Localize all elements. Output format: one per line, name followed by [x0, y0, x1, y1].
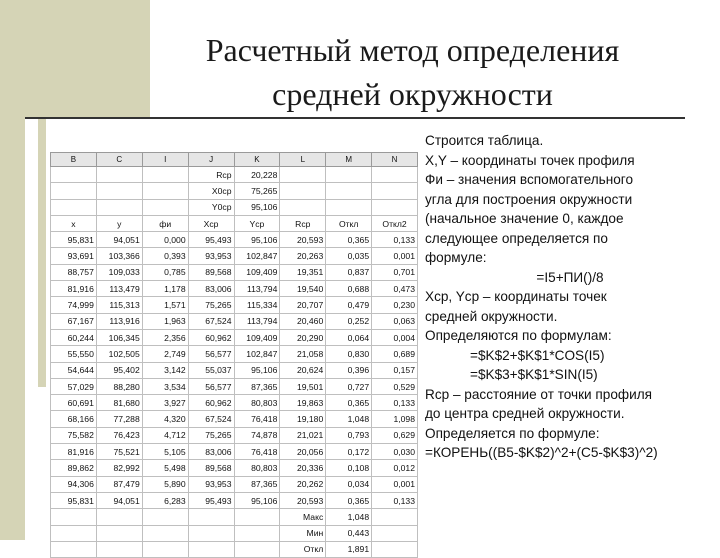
table-cell: K: [234, 153, 280, 167]
table-row: [51, 313, 418, 329]
table-cell: Rcp: [280, 215, 326, 231]
table-cell: 109,409: [234, 329, 280, 345]
table-cell: 0,830: [326, 346, 372, 362]
table-cell: 20,228: [234, 167, 280, 183]
spreadsheet: [50, 152, 418, 555]
table-cell: 81,916: [51, 444, 97, 460]
text-line: X,Y – координаты точек профиля: [425, 152, 635, 168]
table-cell: 88,757: [51, 264, 97, 280]
table-cell: 0,001: [372, 476, 418, 492]
table-row: [51, 248, 418, 264]
table-cell: [51, 167, 97, 183]
table-row: [51, 492, 418, 508]
table-cell: 20,624: [280, 362, 326, 378]
table-cell: 1,963: [142, 313, 188, 329]
table-cell: 0,133: [372, 232, 418, 248]
table-cell: 102,847: [234, 346, 280, 362]
table-row: [51, 378, 418, 394]
table-cell: 93,953: [188, 476, 234, 492]
table-cell: Откл: [326, 215, 372, 231]
text-line: следующее определяется по: [425, 230, 608, 246]
table-cell: 2,356: [142, 329, 188, 345]
table-cell: [96, 525, 142, 541]
table-cell: 94,051: [96, 492, 142, 508]
table-row: [51, 346, 418, 362]
decor-block: [25, 0, 150, 117]
table-cell: 80,803: [234, 460, 280, 476]
text-line: (начальное значение 0, каждое: [425, 211, 624, 226]
table-cell: 0,001: [372, 248, 418, 264]
table-row: [51, 525, 418, 541]
table-cell: 3,534: [142, 378, 188, 394]
text-line: Xcp, Ycp – координаты точек: [425, 289, 607, 304]
table-cell: 20,263: [280, 248, 326, 264]
text-line: Определяется по формуле:: [425, 425, 600, 441]
table-cell: [51, 183, 97, 199]
table-cell: 0,365: [326, 232, 372, 248]
table-cell: [234, 525, 280, 541]
column-header-row: [51, 153, 418, 167]
table-cell: 0,034: [326, 476, 372, 492]
table-cell: [96, 167, 142, 183]
table-cell: 19,540: [280, 281, 326, 297]
table-cell: 89,862: [51, 460, 97, 476]
table-cell: 3,927: [142, 395, 188, 411]
table-cell: 60,962: [188, 329, 234, 345]
table-cell: [280, 167, 326, 183]
table-cell: 80,803: [234, 395, 280, 411]
table-cell: 19,863: [280, 395, 326, 411]
title-divider: [25, 117, 685, 119]
table-cell: 3,142: [142, 362, 188, 378]
table-cell: 0,689: [372, 346, 418, 362]
table-cell: 94,306: [51, 476, 97, 492]
table-row: [51, 395, 418, 411]
table-cell: 77,288: [96, 411, 142, 427]
table-cell: 20,593: [280, 232, 326, 248]
table-cell: 0,393: [142, 248, 188, 264]
table-cell: 54,644: [51, 362, 97, 378]
table-cell: [280, 199, 326, 215]
table-cell: [372, 199, 418, 215]
table-cell: x: [51, 215, 97, 231]
table-cell: 1,178: [142, 281, 188, 297]
table-cell: 5,498: [142, 460, 188, 476]
table-cell: 0,479: [326, 297, 372, 313]
table-cell: 109,409: [234, 264, 280, 280]
table-cell: 95,493: [188, 232, 234, 248]
table-cell: [51, 199, 97, 215]
table-cell: 0,030: [372, 444, 418, 460]
table-cell: 83,006: [188, 281, 234, 297]
table-cell: 87,365: [234, 378, 280, 394]
table-cell: [234, 541, 280, 557]
text-line: Определяются по формулам:: [425, 328, 612, 343]
table-cell: Rcp: [188, 167, 234, 183]
table-row: [51, 297, 418, 313]
table-cell: 20,593: [280, 492, 326, 508]
table-cell: 113,794: [234, 281, 280, 297]
table-cell: 1,048: [326, 411, 372, 427]
table-cell: 95,831: [51, 492, 97, 508]
table-cell: y: [96, 215, 142, 231]
table-cell: [188, 525, 234, 541]
table-cell: 0,365: [326, 492, 372, 508]
table-cell: 21,058: [280, 346, 326, 362]
table-cell: Ycp: [234, 215, 280, 231]
table-row: [51, 460, 418, 476]
table-row: [51, 427, 418, 443]
table-cell: 0,727: [326, 378, 372, 394]
table-cell: 19,180: [280, 411, 326, 427]
table-cell: X0cp: [188, 183, 234, 199]
table-cell: 5,105: [142, 444, 188, 460]
formula-phi: =I5+ПИ()/8: [536, 269, 604, 285]
table-cell: 76,418: [234, 444, 280, 460]
table-cell: 1,571: [142, 297, 188, 313]
table-cell: 60,691: [51, 395, 97, 411]
text-line: Фи – значения вспомогательного: [425, 172, 634, 187]
table-cell: 0,629: [372, 427, 418, 443]
table-cell: N: [372, 153, 418, 167]
table-cell: [372, 183, 418, 199]
text-line: средней окружности.: [425, 308, 558, 324]
table-cell: 115,334: [234, 297, 280, 313]
text-line: до центра средней окружности.: [425, 406, 625, 421]
table-cell: Мин: [280, 525, 326, 541]
table-cell: 95,106: [234, 492, 280, 508]
table-cell: 87,479: [96, 476, 142, 492]
table-cell: 81,916: [51, 281, 97, 297]
decor-bar: [0, 0, 25, 540]
slide-title: [150, 28, 675, 116]
table-cell: 55,550: [51, 346, 97, 362]
table-cell: 0,837: [326, 264, 372, 280]
description-text: [425, 131, 715, 463]
table-row: [51, 362, 418, 378]
table-cell: 20,290: [280, 329, 326, 345]
table-row: [51, 541, 418, 557]
table-cell: 109,033: [96, 264, 142, 280]
title-line-1: Расчетный метод определения: [205, 32, 620, 68]
table-cell: 0,529: [372, 378, 418, 394]
table-cell: 82,992: [96, 460, 142, 476]
table-cell: 5,890: [142, 476, 188, 492]
table-cell: 0,157: [372, 362, 418, 378]
table-cell: 1,891: [326, 541, 372, 557]
table-cell: 75,582: [51, 427, 97, 443]
table-cell: 76,423: [96, 427, 142, 443]
table-cell: 89,568: [188, 264, 234, 280]
table-cell: 75,265: [188, 427, 234, 443]
table-cell: [51, 541, 97, 557]
table-cell: 87,365: [234, 476, 280, 492]
table-cell: 81,680: [96, 395, 142, 411]
table-cell: [142, 525, 188, 541]
table-cell: [51, 509, 97, 525]
table-cell: [188, 541, 234, 557]
table-cell: B: [51, 153, 97, 167]
table-cell: 19,501: [280, 378, 326, 394]
table-cell: 95,493: [188, 492, 234, 508]
table-cell: Откл: [280, 541, 326, 557]
table-row: [51, 199, 418, 215]
table-cell: 0,793: [326, 427, 372, 443]
formula-ycp: =$K$3+$K$1*SIN(I5): [470, 367, 598, 382]
table-cell: Макс: [280, 509, 326, 525]
table-cell: 0,688: [326, 281, 372, 297]
table-cell: 95,402: [96, 362, 142, 378]
table-cell: 1,048: [326, 509, 372, 525]
table-row: [51, 444, 418, 460]
table-cell: 106,345: [96, 329, 142, 345]
table-row: [51, 411, 418, 427]
table-cell: 113,479: [96, 281, 142, 297]
table-cell: 0,443: [326, 525, 372, 541]
table-cell: 0,035: [326, 248, 372, 264]
table-cell: [142, 509, 188, 525]
table-cell: 74,878: [234, 427, 280, 443]
table-cell: фи: [142, 215, 188, 231]
table-cell: 0,252: [326, 313, 372, 329]
table-cell: 76,418: [234, 411, 280, 427]
decor-strip: [38, 117, 46, 387]
table-cell: 88,280: [96, 378, 142, 394]
table-cell: [142, 183, 188, 199]
table-cell: [96, 199, 142, 215]
table-cell: 0,000: [142, 232, 188, 248]
table-cell: 67,524: [188, 411, 234, 427]
table-cell: [234, 509, 280, 525]
table-cell: 67,524: [188, 313, 234, 329]
table-cell: 95,831: [51, 232, 97, 248]
table-cell: 93,691: [51, 248, 97, 264]
title-line-2: средней окружности: [272, 76, 553, 112]
table-cell: 74,999: [51, 297, 97, 313]
table-cell: [372, 525, 418, 541]
table-cell: 2,749: [142, 346, 188, 362]
table-cell: [326, 199, 372, 215]
table-cell: 83,006: [188, 444, 234, 460]
table-cell: 0,396: [326, 362, 372, 378]
table-cell: 68,166: [51, 411, 97, 427]
table-cell: 115,313: [96, 297, 142, 313]
table-cell: 0,133: [372, 395, 418, 411]
table-row: [51, 281, 418, 297]
table-cell: 0,133: [372, 492, 418, 508]
table-cell: 67,167: [51, 313, 97, 329]
table-row: [51, 167, 418, 183]
table-cell: 20,460: [280, 313, 326, 329]
table-cell: 60,962: [188, 395, 234, 411]
table-cell: 56,577: [188, 346, 234, 362]
table-row: [51, 232, 418, 248]
table-cell: 20,707: [280, 297, 326, 313]
table-cell: 60,244: [51, 329, 97, 345]
table-cell: 0,108: [326, 460, 372, 476]
table-cell: J: [188, 153, 234, 167]
table-cell: 6,283: [142, 492, 188, 508]
table-row: [51, 509, 418, 525]
table-cell: [326, 167, 372, 183]
table-cell: 0,785: [142, 264, 188, 280]
table-cell: 0,012: [372, 460, 418, 476]
table-cell: M: [326, 153, 372, 167]
table-cell: 1,098: [372, 411, 418, 427]
table-cell: Xcp: [188, 215, 234, 231]
table-cell: 19,351: [280, 264, 326, 280]
table-cell: 95,106: [234, 199, 280, 215]
table-cell: 0,230: [372, 297, 418, 313]
table-row: [51, 264, 418, 280]
table-cell: 0,004: [372, 329, 418, 345]
text-line: формуле:: [425, 250, 487, 265]
table-cell: [188, 509, 234, 525]
table-cell: Y0cp: [188, 199, 234, 215]
table-row: [51, 183, 418, 199]
spreadsheet-table: [50, 152, 418, 558]
table-cell: 57,029: [51, 378, 97, 394]
table-cell: 89,568: [188, 460, 234, 476]
table-cell: [142, 541, 188, 557]
table-cell: 0,172: [326, 444, 372, 460]
table-cell: 20,056: [280, 444, 326, 460]
table-cell: [326, 183, 372, 199]
text-line: угла для построения окружности: [425, 191, 633, 207]
table-cell: 75,521: [96, 444, 142, 460]
table-cell: 113,916: [96, 313, 142, 329]
table-cell: L: [280, 153, 326, 167]
table-cell: 95,106: [234, 232, 280, 248]
table-cell: [51, 525, 97, 541]
table-row: [51, 215, 418, 231]
table-cell: [372, 541, 418, 557]
table-row: [51, 476, 418, 492]
table-cell: [96, 183, 142, 199]
table-cell: 4,712: [142, 427, 188, 443]
table-cell: 94,051: [96, 232, 142, 248]
table-cell: 0,063: [372, 313, 418, 329]
table-cell: [142, 199, 188, 215]
table-cell: 0,473: [372, 281, 418, 297]
table-cell: 21,021: [280, 427, 326, 443]
formula-rcp: =КОРЕНЬ((B5-$K$2)^2+(C5-$K$3)^2): [425, 445, 658, 460]
table-cell: [142, 167, 188, 183]
table-cell: C: [96, 153, 142, 167]
table-cell: 103,366: [96, 248, 142, 264]
table-cell: [280, 183, 326, 199]
table-cell: [372, 509, 418, 525]
table-cell: 0,701: [372, 264, 418, 280]
table-cell: 113,794: [234, 313, 280, 329]
table-cell: 102,505: [96, 346, 142, 362]
table-cell: 95,106: [234, 362, 280, 378]
table-row: [51, 329, 418, 345]
text-line: Rcp – расстояние от точки профиля: [425, 386, 652, 402]
table-cell: 75,265: [234, 183, 280, 199]
table-cell: 75,265: [188, 297, 234, 313]
text-line: Строится таблица.: [425, 133, 544, 148]
table-cell: [372, 167, 418, 183]
table-cell: 56,577: [188, 378, 234, 394]
table-cell: [96, 541, 142, 557]
table-cell: 20,336: [280, 460, 326, 476]
table-cell: 20,262: [280, 476, 326, 492]
formula-xcp: =$K$2+$K$1*COS(I5): [470, 347, 605, 363]
table-cell: [96, 509, 142, 525]
table-cell: 55,037: [188, 362, 234, 378]
table-cell: 0,365: [326, 395, 372, 411]
table-cell: Откл2: [372, 215, 418, 231]
table-cell: I: [142, 153, 188, 167]
table-cell: 4,320: [142, 411, 188, 427]
table-cell: 93,953: [188, 248, 234, 264]
table-cell: 0,064: [326, 329, 372, 345]
table-cell: 102,847: [234, 248, 280, 264]
